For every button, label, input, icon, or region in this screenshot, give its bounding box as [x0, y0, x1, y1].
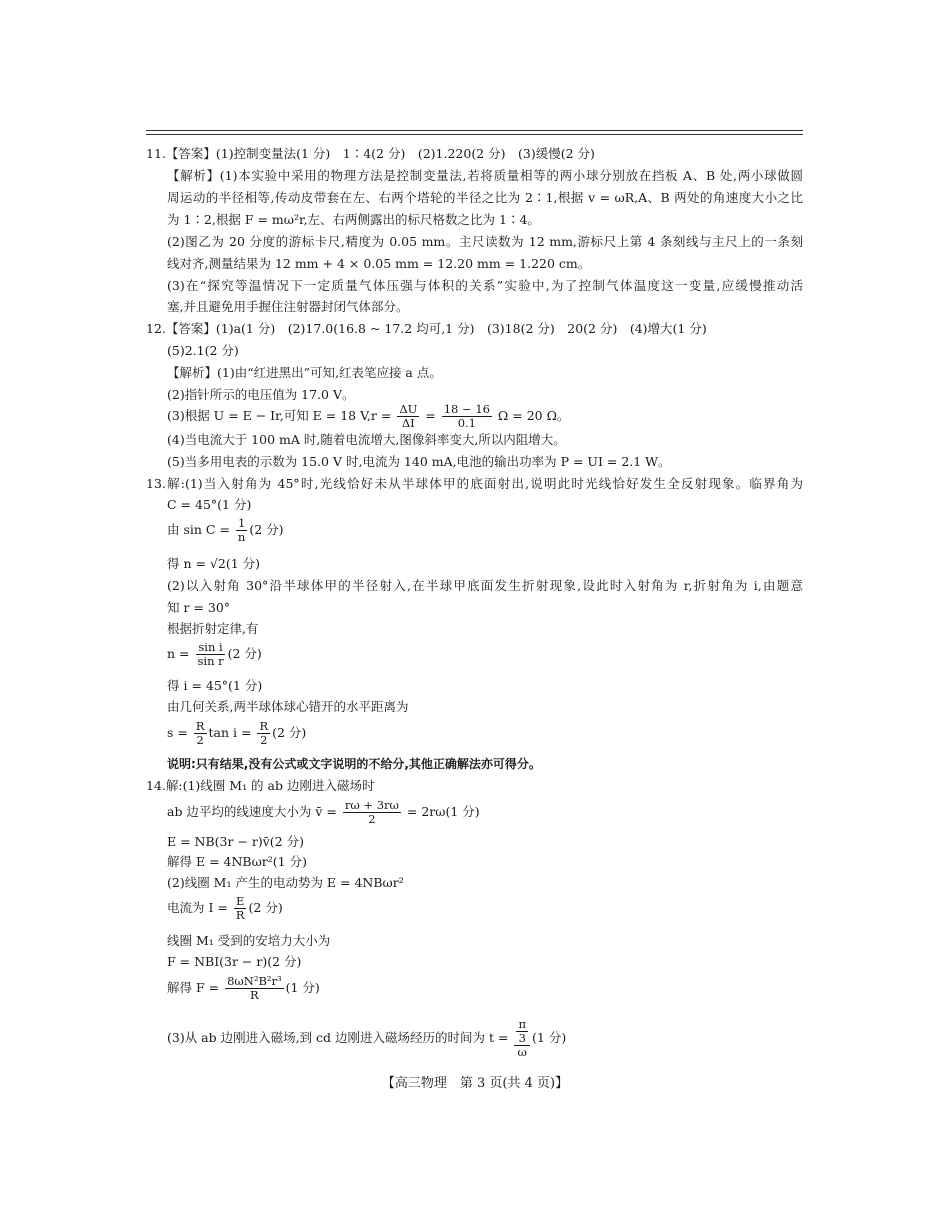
q12-answer: 12.【答案】(1)a(1 分) (2)17.0(16.8 ~ 17.2 均可,1 分) (3)18(2 分) 20(2 分) (4)增大(1 分)	[146, 321, 707, 336]
q13-line-5: (2)以入射角 30°沿半球体甲的半径射入,在半球甲底面发生折射现象,设此时入射角为 r,折射角为 i,由题意	[167, 578, 803, 593]
q11-analysis-line-1: 【解析】(1)本实验中采用的物理方法是控制变量法,若将质量相等的两小球分别放在挡板 A、B 处,两小球做圆	[167, 168, 803, 183]
q13-frac-1-n: $\frac{1}{n}$	[237, 516, 246, 544]
q14-line-7: 线圈 M₁ 受到的安培力大小为	[167, 933, 331, 948]
q14-line-10: (3)从 ab 边刚进入磁场,到 cd 边刚进入磁场经历的时间为 t = $\frac{\frac{\pi}{3}}{\omega}$ (1 分)	[167, 1017, 567, 1059]
q13-line-8: n = $\frac{\text{sin i}}{\text{sin r}}$ (2 分)	[167, 640, 262, 668]
q11-analysis-line-3: 为 1∶2,根据 F = mω²r,左、右两侧露出的标尺格数之比为 1∶4。	[167, 212, 540, 227]
q12-analysis-4: (4)当电流大于 100 mA 时,随着电流增大,图像斜率变大,所以内阻增大。	[167, 432, 566, 447]
q13-note: 说明:只有结果,没有公式或文字说明的不给分,其他正确解法亦可得分。	[167, 757, 541, 771]
q13-line-9: 得 i = 45°(1 分)	[167, 678, 263, 693]
q13-line-11: s = $\frac{R}{2}$ tan i = $\frac{R}{2}$ (2 分)	[167, 719, 307, 747]
q11-answer: 11.【答案】(1)控制变量法(1 分) 1∶4(2 分) (2)1.220(2 分) (3)缓慢(2 分)	[146, 146, 595, 161]
q11-part3-line-2: 塞,并且避免用手握住注射器封闭气体部分。	[167, 299, 409, 314]
q12-frac-value: $\frac{18 - 16}{0.1}$	[443, 402, 490, 430]
q11-analysis-line-2: 周运动的半径相等,传动皮带套在左、右两个塔轮的半径之比为 2∶1,根据 v = ωR,A、B 两处的角速度大小之比	[167, 190, 803, 205]
q14-line-8: F = NBI(3r − r)(2 分)	[167, 954, 302, 969]
q13-line-4: 得 n = √2(1 分)	[167, 556, 261, 571]
q14-frac-time: $\frac{\frac{\pi}{3}}{\omega}$	[514, 1018, 530, 1059]
q11-part3-line-1: (3)在“探究等温情况下一定质量气体压强与体积的关系”实验中,为了控制气体温度这一变量,应缓慢推动活	[167, 278, 803, 293]
q14-line-3: E = NB(3r − r)v̄(2 分)	[167, 834, 304, 849]
q13-line-1: 13.解:(1)当入射角为 45°时,光线恰好未从半球体甲的底面射出,说明此时光线恰好发生全反射现象。临界角为	[146, 476, 803, 491]
q14-line-9: 解得 F = $\frac{\text{8ωN²B²r³}}{R}$ (1 分)	[167, 974, 320, 1002]
q14-line-4: 解得 E = 4NBωr²(1 分)	[167, 854, 307, 869]
q12-analysis-1: 【解析】(1)由“红进黑出”可知,红表笔应接 a 点。	[167, 365, 442, 380]
q11-part2-line-1: (2)图乙为 20 分度的游标卡尺,精度为 0.05 mm。主尺读数为 12 mm,游标尺上第 4 条刻线与主尺上的一条刻	[167, 234, 803, 249]
q12-frac-du-di: $\frac{\Delta U}{\Delta I}$	[399, 402, 418, 430]
header-rule-thin	[146, 134, 803, 135]
q13-line-2: C = 45°(1 分)	[167, 497, 252, 512]
page-footer: 【高三物理 第 3 页(共 4 页)】	[381, 1076, 569, 1091]
q12-a3-text: (3)根据 U = E − Ir,可知 E = 18 V,r =	[167, 408, 396, 423]
header-rule-thick	[146, 130, 803, 131]
q13-frac-sin: $\frac{\text{sin i}}{\text{sin r}}$	[197, 640, 224, 668]
q14-line-2: ab 边平均的线速度大小为 v̄ = $\frac{r\omega + 3r\omega}{2}$ = 2rω(1 分)	[167, 798, 480, 826]
q13-frac-r2-b: $\frac{R}{2}$	[259, 719, 269, 747]
q13-line-7: 根据折射定律,有	[167, 621, 259, 636]
q12-analysis-5: (5)当多用电表的示数为 15.0 V 时,电流为 140 mA,电池的输出功率为 P = UI = 2.1 W。	[167, 454, 671, 469]
q14-frac-pi-3: $\frac{\pi}{3}$	[518, 1017, 527, 1045]
q14-frac-force: $\frac{\text{8ωN²B²r³}}{R}$	[227, 974, 282, 1002]
q11-part2-line-2: 线对齐,测量结果为 12 mm + 4 × 0.05 mm = 12.20 mm = 1.220 cm。	[167, 256, 591, 271]
q14-line-1: 14.解:(1)线圈 M₁ 的 ab 边刚进入磁场时	[146, 778, 375, 793]
q14-line-6: 电流为 I = $\frac{E}{R}$ (2 分)	[167, 894, 283, 922]
q13-line-6: 知 r = 30°	[167, 600, 231, 615]
q12-analysis-2: (2)指针所示的电压值为 17.0 V。	[167, 387, 355, 402]
q14-line-5: (2)线圈 M₁ 产生的电动势为 E = 4NBωr²	[167, 875, 404, 890]
q13-line-10: 由几何关系,两半球体球心错开的水平距离为	[167, 699, 409, 714]
q14-frac-e-r: $\frac{E}{R}$	[235, 894, 245, 922]
q13-frac-r2-a: $\frac{R}{2}$	[195, 719, 205, 747]
q12-answer-cont: (5)2.1(2 分)	[167, 343, 239, 358]
q12-analysis-3: (3)根据 U = E − Ir,可知 E = 18 V,r = $\frac{\Delta U}{\Delta I}$ = $\frac{18 - 16}{0.1}$ Ω = 20 Ω。	[167, 402, 570, 430]
q14-frac-velocity: $\frac{r\omega + 3r\omega}{2}$	[344, 798, 399, 826]
q13-line-3: 由 sin C = $\frac{1}{n}$ (2 分)	[167, 516, 284, 544]
